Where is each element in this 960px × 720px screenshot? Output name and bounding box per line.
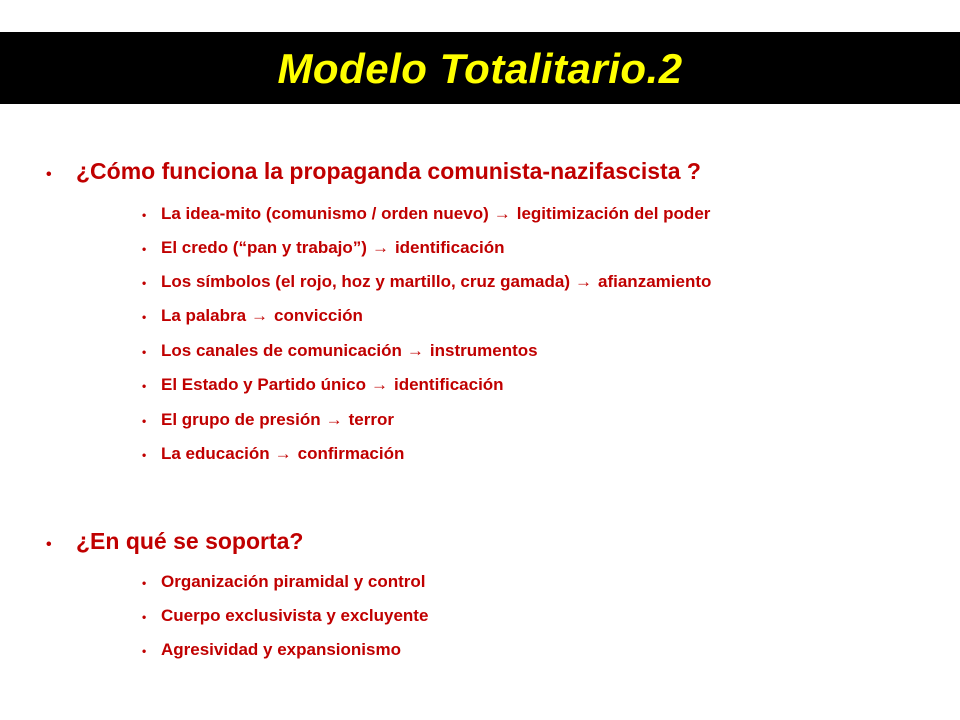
bullet-icon: •	[142, 310, 147, 324]
list-item-label: El Estado y Partido único	[161, 375, 366, 394]
bullet-icon: •	[142, 448, 147, 462]
list-item	[142, 375, 504, 395]
bullet-icon: •	[142, 576, 147, 590]
bullet-icon: •	[142, 644, 147, 658]
right-arrow-icon: →	[370, 375, 388, 394]
bullet-icon: •	[142, 610, 147, 624]
list-item-result: legitimización del poder	[516, 204, 711, 223]
list-item-label: Los canales de comunicación	[161, 341, 402, 360]
section-heading-text: ¿Cómo funciona la propaganda comunista-nazifascista ?	[76, 158, 701, 184]
right-arrow-icon: →	[575, 272, 593, 291]
list-item-label: Los símbolos (el rojo, hoz y martillo, cruz gamada)	[161, 272, 571, 291]
list-item-label: Cuerpo exclusivista y excluyente	[161, 606, 429, 625]
list-item	[142, 444, 404, 464]
bullet-icon: •	[142, 242, 147, 256]
slide-title: Modelo Totalitario.2	[277, 45, 683, 92]
list-item-label: Agresividad y expansionismo	[161, 640, 401, 659]
list-item-label: Organización piramidal y control	[161, 572, 426, 591]
list-item-label: La idea-mito (comunismo / orden nuevo)	[161, 204, 489, 223]
right-arrow-icon: →	[251, 306, 269, 325]
bullet-icon: •	[142, 208, 147, 222]
list-item	[142, 572, 426, 592]
right-arrow-icon: →	[274, 444, 292, 463]
list-item-label: La educación	[161, 444, 270, 463]
right-arrow-icon: →	[406, 341, 424, 360]
list-item-result: identificación	[394, 238, 505, 257]
list-item	[142, 410, 394, 430]
list-item	[142, 606, 428, 626]
bullet-icon: •	[46, 166, 52, 183]
list-item	[142, 306, 363, 326]
list-item	[142, 640, 401, 660]
bullet-icon: •	[142, 379, 147, 393]
list-item-result: identificación	[393, 375, 504, 394]
list-item-label: El credo (“pan y trabajo”)	[161, 238, 367, 257]
bullet-icon: •	[46, 536, 52, 553]
list-item-result: terror	[348, 410, 394, 429]
bullet-icon: •	[142, 276, 147, 290]
bullet-icon: •	[142, 414, 147, 428]
list-item	[142, 238, 505, 258]
list-item	[142, 272, 711, 292]
right-arrow-icon: →	[493, 204, 511, 223]
section-heading-support	[46, 528, 303, 555]
right-arrow-icon: →	[371, 238, 389, 257]
bullet-icon: •	[142, 345, 147, 359]
list-item-result: instrumentos	[429, 341, 538, 360]
list-item-result: confirmación	[297, 444, 405, 463]
right-arrow-icon: →	[325, 410, 343, 429]
list-item	[142, 204, 710, 224]
list-item-result: convicción	[274, 306, 363, 325]
list-item-result: afianzamiento	[598, 272, 712, 291]
list-item-label: El grupo de presión	[161, 410, 321, 429]
list-item	[142, 341, 538, 361]
section-heading-propaganda	[46, 158, 701, 185]
list-item-label: La palabra	[161, 306, 247, 325]
section-heading-text: ¿En qué se soporta?	[76, 528, 304, 554]
